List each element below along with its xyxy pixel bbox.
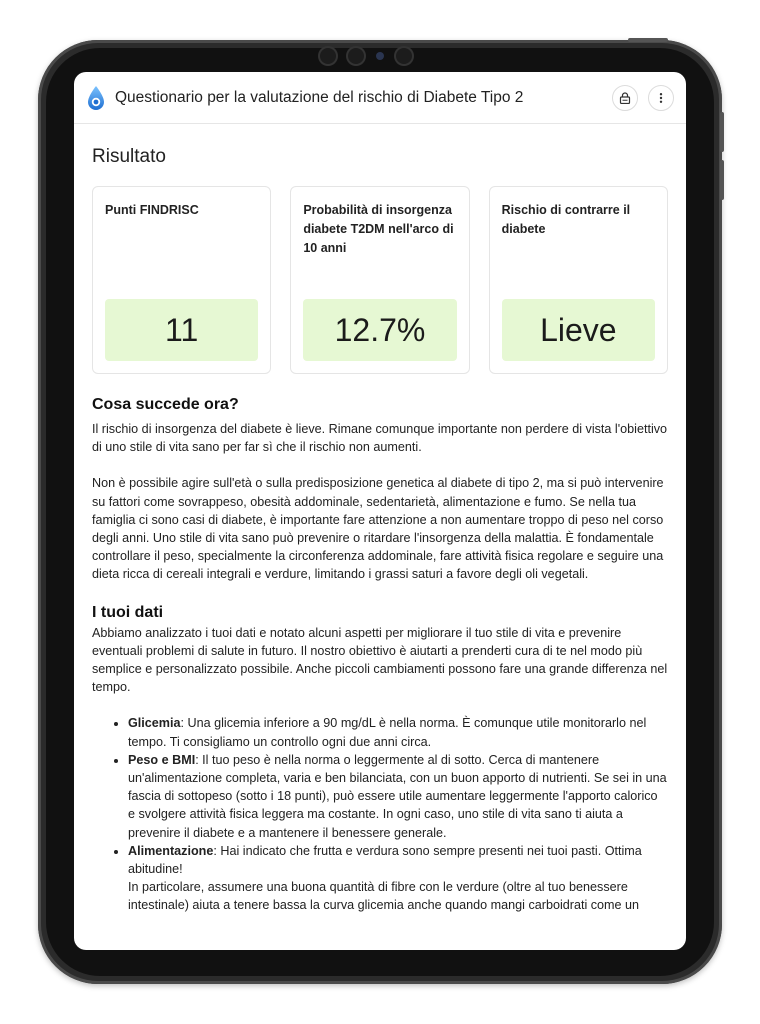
item-extra-text: In particolare, assumere una buona quantità di fibre con le verdure (oltre al tuo benessere intestinale) aiuta a tenere bassa la curva glicemia anche quando mangi carboidrati come un	[128, 880, 640, 913]
next-steps-heading: Cosa succede ora?	[92, 396, 239, 413]
camera-icon	[320, 48, 336, 64]
card-value: 11	[105, 299, 258, 361]
result-heading: Risultato	[92, 146, 166, 167]
your-data-intro: Abbiamo analizzato i tuoi dati e notato alcuni aspetti per migliorare il tuo stile di vita e prevenire eventuali problemi di salute in futuro. Il nostro obiettivo è aiutarti a prenderti cura di te nel modo più semplice e personalizzato possibile. Anche piccoli cambiamenti possono fare una grande differenza nel tempo.	[92, 625, 668, 695]
result-cards	[92, 186, 668, 374]
item-term: Glicemia	[128, 716, 181, 731]
risk-card	[489, 186, 668, 374]
item-term: Alimentazione	[128, 843, 214, 858]
card-label: Punti FINDRISC	[105, 203, 199, 217]
item-text: : Il tuo peso è nella norma o leggermente al di sotto. Cerca di mantenere un'alimentazione completa, varia e ben bilanciata, con un buon apporto di nutrienti. Se sei in una fascia di sottopeso (sotto i 18 punti), può essere utile aumentare leggermente l'apporto calorico e svolgere attività fisica leggera ma costante. In ogni caso, uno stile di vita sano ti aiuta a prevenire il diabete e a mantenere il benessere generale.	[128, 752, 667, 840]
probability-card	[290, 186, 469, 374]
card-value: 12.7%	[303, 299, 456, 361]
card-value: Lieve	[502, 299, 655, 361]
more-menu-button[interactable]	[648, 85, 674, 111]
list-item	[128, 714, 668, 750]
side-button	[720, 112, 724, 152]
main-content	[74, 146, 686, 915]
camera-icon	[348, 48, 364, 64]
findrisc-card	[92, 186, 271, 374]
top-button	[628, 38, 668, 42]
app-bar	[74, 72, 686, 124]
card-label: Rischio di contrarre il diabete	[501, 203, 631, 236]
lock-button[interactable]	[612, 85, 638, 111]
list-item	[128, 751, 668, 842]
card-label: Probabilità di insorgenza diabete T2DM nell'arco di 10 anni	[303, 203, 454, 255]
item-text: : Hai indicato che frutta e verdura sono sempre presenti nei tuoi pasti. Ottima abitudine!	[128, 843, 642, 877]
item-term: Peso e BMI	[128, 752, 196, 767]
camera-array	[320, 46, 412, 66]
camera-icon	[396, 48, 412, 64]
sensor-icon	[376, 52, 384, 60]
advice-list	[92, 714, 668, 914]
next-steps-paragraph: Non è possibile agire sull'età o sulla predisposizione genetica al diabete di tipo 2, ma si può intervenire su fattori come sovrappeso, obesità addominale, sedentarietà, alimentazione e fumo. Se nella tua famiglia ci sono casi di diabete, è importante fare attenzione a non aumentare troppo di peso nel corso degli anni. Uno stile di vita sano può prevenire o ritardare l'insorgenza della malattia. È fondamentale controllare il peso, specialmente la circonferenza addominale, fare attività fisica regolare e seguire una dieta ricca di cereali integrali e verdure, limitando i grassi saturi a favore degli oli vegetali.	[92, 476, 664, 582]
app-screen	[74, 72, 686, 950]
next-steps-paragraph: Il rischio di insorgenza del diabete è lieve. Rimane comunque importante non perdere di vista l'obiettivo di uno stile di vita sano per far sì che il rischio non aumenti.	[92, 422, 668, 455]
your-data-heading: I tuoi dati	[92, 603, 164, 621]
item-text: : Una glicemia inferiore a 90 mg/dL è nella norma. È comunque utile monitorarlo nel tempo. Ti consigliamo un controllo ogni due anni circa.	[128, 716, 647, 749]
lock-icon	[619, 92, 631, 104]
more-vertical-icon	[655, 92, 667, 104]
side-button	[720, 160, 724, 200]
list-item	[128, 842, 668, 915]
app-title: Questionario per la valutazione del rischio di Diabete Tipo 2	[115, 88, 524, 106]
water-drop-icon	[86, 85, 106, 111]
